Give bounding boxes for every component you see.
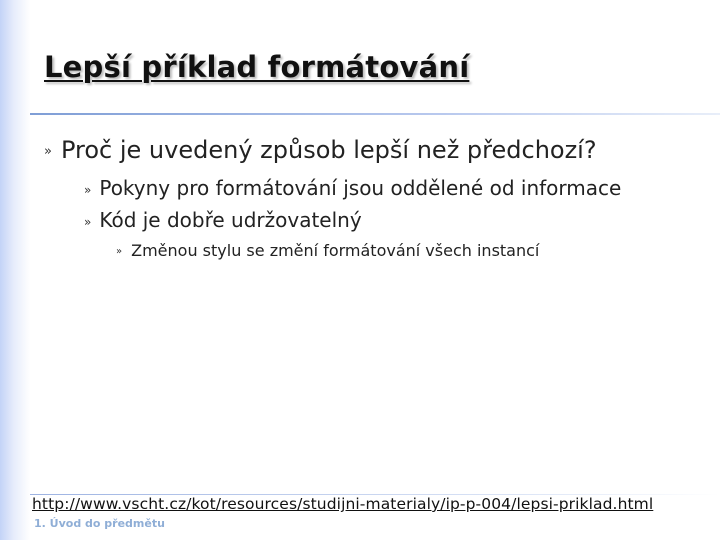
footer-section-label: 1. Úvod do předmětu <box>34 517 165 530</box>
bullet-level3 <box>116 241 539 260</box>
slide-title: Lepší příklad formátování <box>44 50 470 84</box>
bullet-mark-icon: » <box>44 143 52 159</box>
bullet-level1 <box>44 136 597 164</box>
bullet-level2-a <box>84 176 621 200</box>
bullet-mark-icon: » <box>116 246 123 257</box>
bullet-level2-a-text: Pokyny pro formátování jsou oddělené od informace <box>99 176 622 200</box>
bullet-level2-b-text: Kód je dobře udržovatelný <box>99 208 362 232</box>
bullet-mark-icon: » <box>84 182 92 197</box>
bullet-level3-text: Změnou stylu se změní formátování všech instancí <box>131 241 540 260</box>
example-url-link[interactable]: http://www.vscht.cz/kot/resources/studijni-materialy/ip-p-004/lepsi-priklad.html <box>32 495 654 513</box>
bullet-level2-b <box>84 208 362 232</box>
bullet-level1-text: Proč je uvedený způsob lepší než předchozí? <box>60 136 597 164</box>
bullet-mark-icon: » <box>84 214 92 229</box>
title-divider <box>30 113 720 115</box>
slide-left-gradient-band <box>0 0 30 540</box>
